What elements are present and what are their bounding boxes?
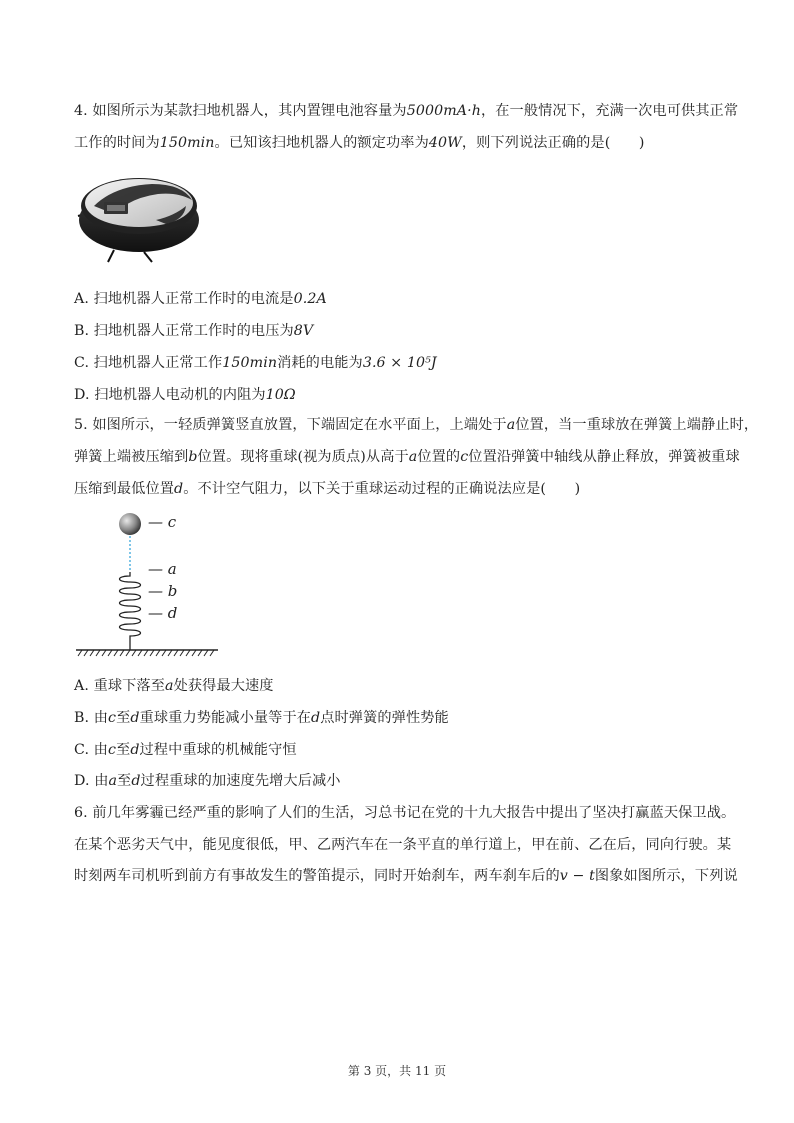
q6-stem-line3: 时刻两车司机听到前方有事故发生的警笛提示，同时开始刹车，两车刹车后的v − t图象如图所示，下列说 bbox=[74, 868, 738, 884]
q4-stem-line1: 4. 如图所示为某款扫地机器人，其内置锂电池容量为5000mA·h，在一般情况下，充满一次电可供其正常 bbox=[74, 103, 739, 119]
q6-stem-line1: 6. 前几年雾霾已经严重的影响了人们的生活，习总书记在党的十九大报告中提出了坚决打赢蓝天保卫战。 bbox=[74, 805, 736, 821]
q5-option-d: D. 由a至d过程重球的加速度先增大后减小 bbox=[74, 773, 341, 789]
q4-stem-line2: 工作的时间为150min。已知该扫地机器人的额定功率为40W，则下列说法正确的是( ) bbox=[74, 135, 645, 151]
label-d: — d bbox=[148, 604, 178, 622]
label-a: — a bbox=[148, 560, 177, 578]
q5-stem-line3: 压缩到最低位置d。不计空气阻力，以下关于重球运动过程的正确说法应是( ) bbox=[74, 481, 581, 497]
page-footer: 第 3 页，共 11 页 bbox=[347, 1064, 447, 1078]
q5-stem-line2: 弹簧上端被压缩到b位置。现将重球(视为质点)从高于a位置的c位置沿弹簧中轴线从静止释放，弹簧被重球 bbox=[74, 449, 740, 465]
q4-option-b: B. 扫地机器人正常工作时的电压为8V bbox=[74, 323, 314, 339]
q5-option-a: A. 重球下落至a处获得最大速度 bbox=[74, 678, 274, 694]
spring bbox=[120, 572, 141, 650]
q4-option-a: A. 扫地机器人正常工作时的电流是0.2A bbox=[74, 291, 327, 307]
spring-ball-diagram bbox=[72, 510, 222, 660]
ball bbox=[119, 513, 141, 535]
q4-option-d: D. 扫地机器人电动机的内阻为10Ω bbox=[74, 387, 296, 403]
robot-vacuum-image bbox=[74, 168, 204, 264]
label-c: — c bbox=[148, 513, 177, 531]
label-b: — b bbox=[148, 582, 178, 600]
q4-option-c: C. 扫地机器人正常工作150min消耗的电能为3.6 × 10⁵J bbox=[74, 355, 437, 371]
q5-stem-line1: 5. 如图所示，一轻质弹簧竖直放置，下端固定在水平面上，上端处于a位置，当一重球放在弹簧上端静止时， bbox=[74, 417, 759, 433]
q5-option-b: B. 由c至d重球重力势能减小量等于在d点时弹簧的弹性势能 bbox=[74, 710, 449, 726]
q5-option-c: C. 由c至d过程中重球的机械能守恒 bbox=[74, 742, 297, 758]
q6-stem-line2: 在某个恶劣天气中，能见度很低，甲、乙两汽车在一条平直的单行道上，甲在前、乙在后，同向行驶。某 bbox=[74, 837, 732, 853]
